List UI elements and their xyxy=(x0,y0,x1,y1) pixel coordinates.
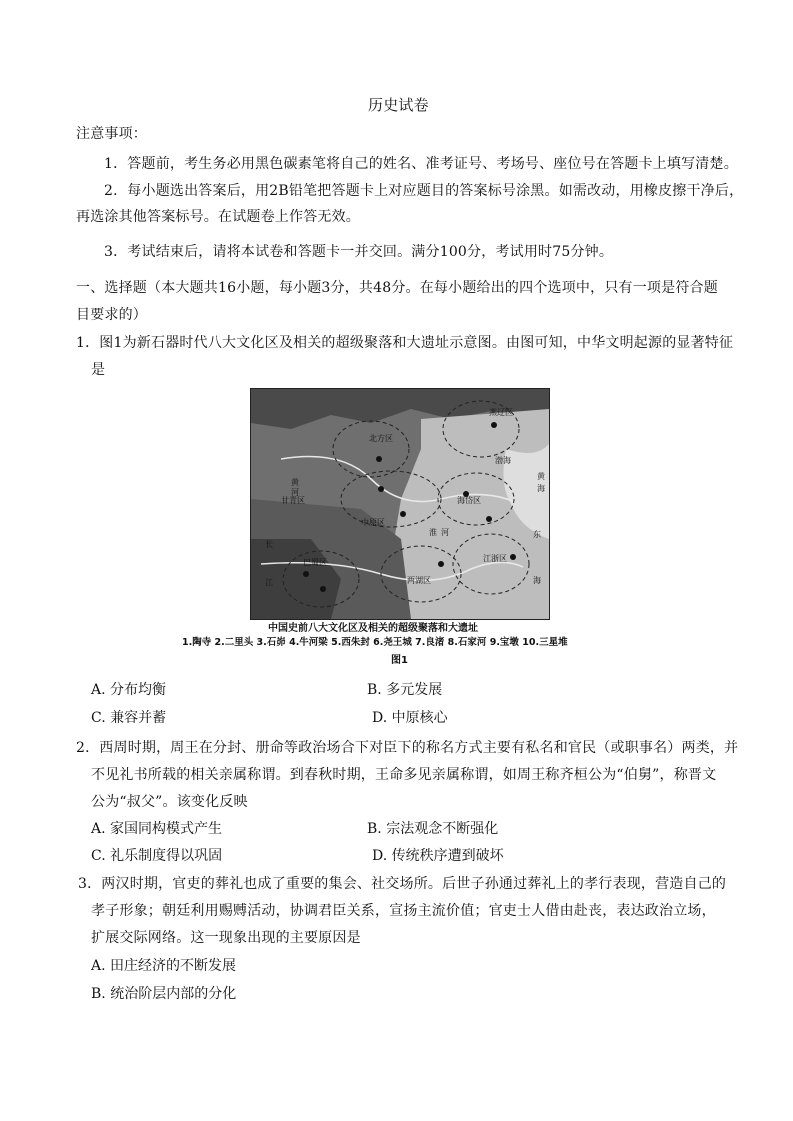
q2-option-d[interactable]: D. 传统秩序遭到破坏 xyxy=(372,848,504,864)
figure-label: 图1 xyxy=(391,655,408,666)
map-caption: 中国史前八大文化区及相关的超级聚落和大遗址 xyxy=(268,623,478,634)
map-label-dong: 东 xyxy=(533,530,541,539)
map-label-chang: 长 xyxy=(265,540,273,549)
map-label-bohai: 渤海 xyxy=(495,456,511,465)
q3-option-a[interactable]: A. 田庄经济的不断发展 xyxy=(91,958,237,974)
notice-item-2-line-1: 2．每小题选出答案后，用2B铅笔把答题卡上对应题目的答案标号涂黑。如需改动，用橡皮擦干净后， xyxy=(104,183,744,199)
map-label-ganqing: 甘青区 xyxy=(281,496,305,505)
map-label-huai-he: 河 xyxy=(441,528,449,537)
q3-stem-line-3: 扩展交际网络。这一现象出现的主要原因是 xyxy=(91,930,361,946)
q2-option-c[interactable]: C. 礼乐制度得以巩固 xyxy=(91,848,223,864)
q3-stem-line-1: 3．两汉时期，官吏的葬礼也成了重要的集会、社交场所。后世子孙通过葬礼上的孝行表现，营造自己的 xyxy=(78,876,727,892)
map-label-bashu: 巴蜀区 xyxy=(303,558,327,567)
q1-stem-line-2: 是 xyxy=(91,362,106,378)
map-label-hai-2: 海 xyxy=(533,576,541,585)
q1-option-a[interactable]: A. 分布均衡 xyxy=(91,682,167,698)
notice-item-3: 3．考试结束后，请将本试卷和答题卡一并交回。满分100分，考试用时75分钟。 xyxy=(104,244,614,260)
map-site-list: 1.陶寺 2.二里头 3.石峁 4.牛河梁 5.西朱封 6.尧王城 7.良渚 8.石家河 9.宝墩 10.三星堆 xyxy=(182,637,568,648)
map-label-huang: 黄 xyxy=(537,472,545,481)
map-label-haidai: 海岱区 xyxy=(457,496,481,505)
map-label-jiang: 江 xyxy=(265,578,273,587)
map-label-hai-1: 海 xyxy=(537,484,545,493)
notice-item-1: 1．答题前，考生务必用黑色碳素笔将自己的姓名、准考证号、考场号、座位号在答题卡上填写清楚。 xyxy=(104,156,738,172)
map-label-he-river: 河 xyxy=(291,488,299,497)
q3-option-b[interactable]: B. 统治阶层内部的分化 xyxy=(91,986,237,1002)
q2-option-b[interactable]: B. 宗法观念不断强化 xyxy=(367,821,499,837)
map-graphic xyxy=(251,389,549,619)
q2-option-a[interactable]: A. 家国同构模式产生 xyxy=(91,821,223,837)
section-heading-line-2: 目要求的） xyxy=(76,307,147,323)
q1-option-d[interactable]: D. 中原核心 xyxy=(372,710,448,726)
map-label-zhongyuan: 中原区 xyxy=(361,518,385,527)
map-label-huang-river: 黄 xyxy=(291,478,299,487)
notice-heading: 注意事项： xyxy=(76,126,147,142)
q2-stem-line-1: 2．西周时期，周王在分封、册命等政治场合下对臣下的称名方式主要有私名和官民（或职事名）两类，并 xyxy=(76,740,739,756)
q1-stem-line-1: 1．图1为新石器时代八大文化区及相关的超级聚落和大遗址示意图。由图可知，中华文明起源的显著特征 xyxy=(76,335,734,351)
map-label-beifang: 北方区 xyxy=(369,434,393,443)
culture-region-map xyxy=(250,388,550,620)
q1-option-c[interactable]: C. 兼容并蓄 xyxy=(91,710,167,726)
map-label-huai: 淮 xyxy=(429,528,437,537)
q2-stem-line-3: 公为“叔父”。该变化反映 xyxy=(91,794,248,810)
section-heading-line-1: 一、选择题（本大题共16小题，每小题3分，共48分。在每小题给出的四个选项中，只有一项是符合题 xyxy=(76,280,718,296)
map-label-jiangzhe: 江浙区 xyxy=(483,554,507,563)
map-label-yanliao: 燕辽区 xyxy=(489,408,513,417)
q1-option-b[interactable]: B. 多元发展 xyxy=(367,682,443,698)
q2-stem-line-2: 不见礼书所载的相关亲属称谓。到春秋时期，王命多见亲属称谓，如周王称齐桓公为“伯舅”，称晋文 xyxy=(91,767,717,783)
exam-title: 历史试卷 xyxy=(368,96,429,114)
map-label-lianghu: 两湖区 xyxy=(407,576,431,585)
q3-stem-line-2: 孝子形象；朝廷利用赐赙活动，协调君臣关系，宣扬主流价值；官吏士人借由赴丧，表达政治立场， xyxy=(91,903,716,919)
notice-item-2-line-2: 再选涂其他答案标号。在试题卷上作答无效。 xyxy=(76,209,360,225)
